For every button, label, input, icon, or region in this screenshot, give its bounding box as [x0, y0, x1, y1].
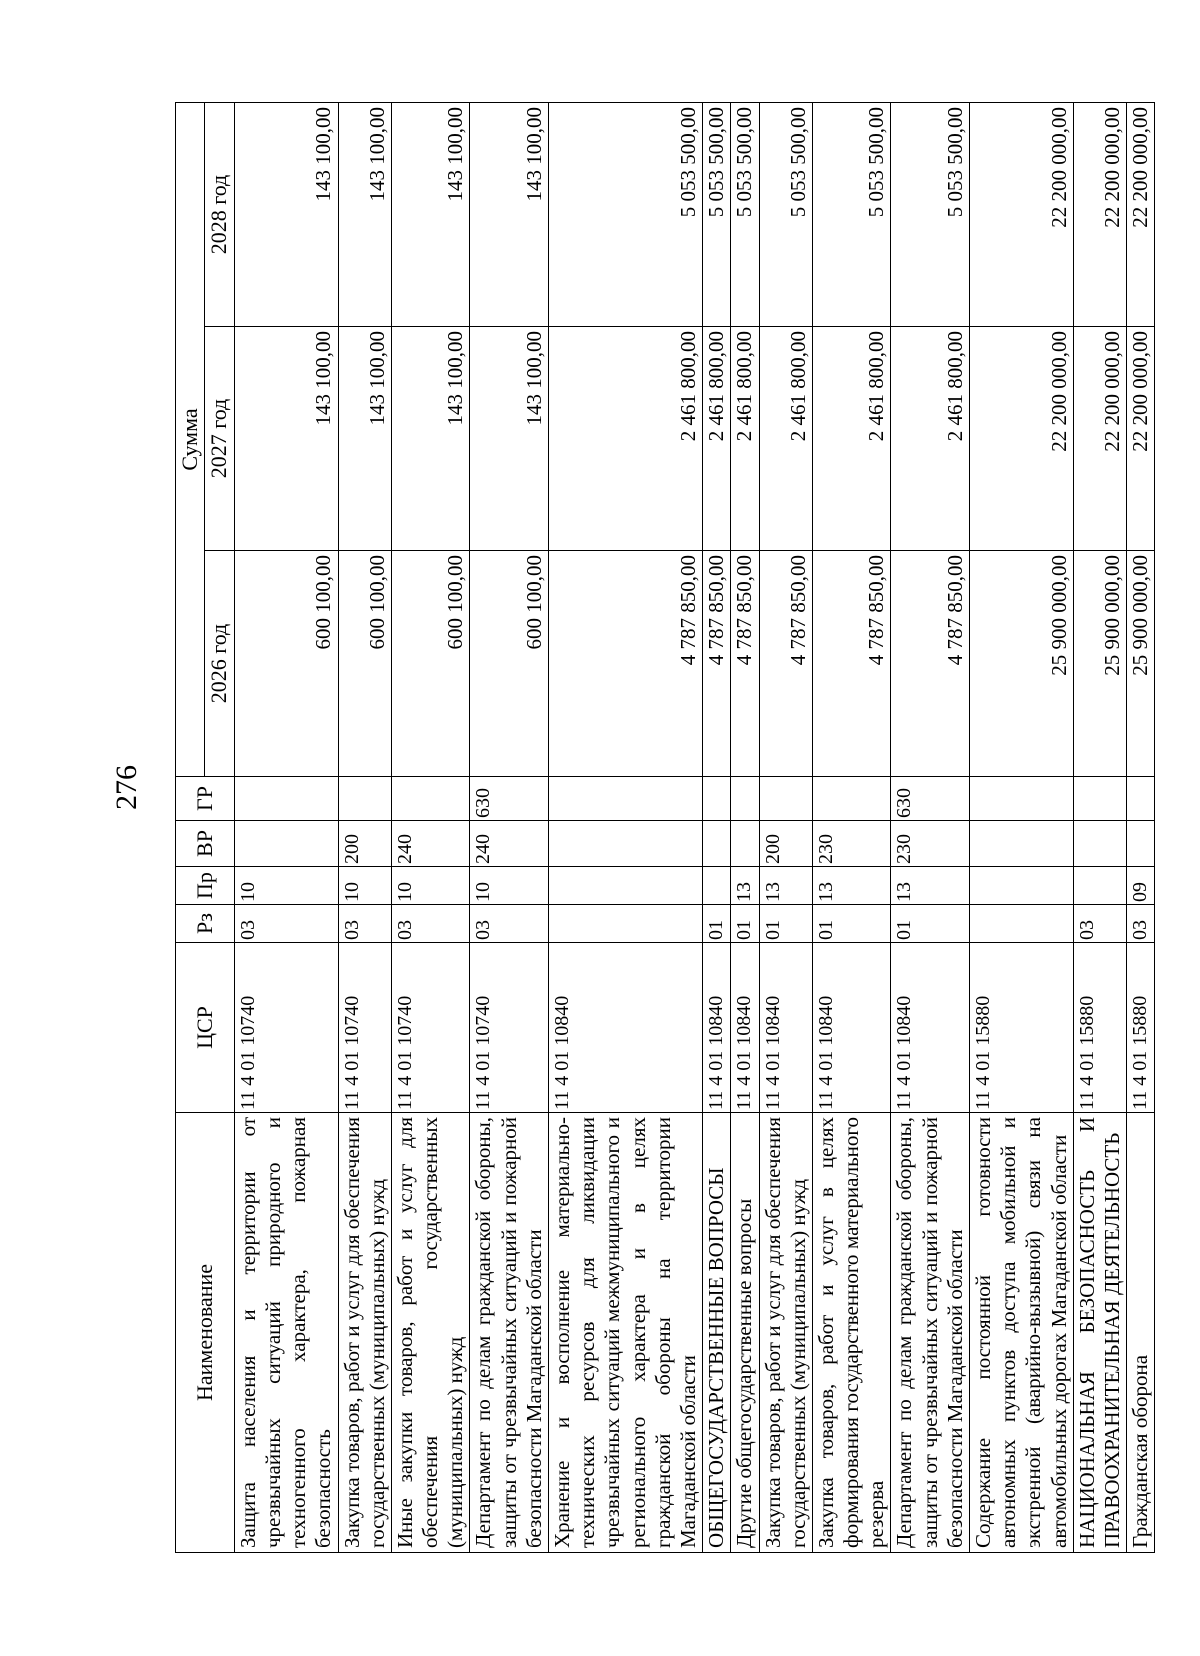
table-row — [234, 103, 338, 1553]
cell-pr — [970, 867, 1074, 905]
header-year-2026: 2026 год — [205, 551, 234, 777]
cell-2026: 600 100,00 — [338, 551, 391, 777]
cell-vr — [703, 821, 731, 867]
cell-rz: 01 — [731, 905, 759, 943]
table-row — [470, 103, 549, 1553]
cell-name: Хранение и восполнение материально-технических ресурсов для ликвидации чрезвычайных ситуаций межмуниципального и регионального характера и в целях гражданской обороны на территории Магаданской области — [549, 1113, 703, 1553]
table-row — [731, 103, 759, 1553]
cell-2027: 2 461 800,00 — [549, 327, 703, 551]
cell-2027: 22 200 000,00 — [1127, 327, 1155, 551]
cell-rz: 01 — [812, 905, 891, 943]
cell-2026: 4 787 850,00 — [812, 551, 891, 777]
cell-rz — [549, 905, 703, 943]
cell-gr — [1073, 777, 1126, 821]
cell-2026: 4 787 850,00 — [703, 551, 731, 777]
table-row — [1127, 103, 1155, 1553]
cell-pr: 10 — [470, 867, 549, 905]
cell-vr — [549, 821, 703, 867]
cell-rz: 01 — [703, 905, 731, 943]
header-row-1 — [176, 103, 205, 1553]
cell-2028: 22 200 000,00 — [970, 103, 1074, 327]
cell-csr: 11 4 01 15880 — [970, 943, 1074, 1113]
cell-name: Закупка товаров, работ и услуг для обеспечения государственных (муниципальных) нужд — [338, 1113, 391, 1553]
cell-vr — [1073, 821, 1126, 867]
rotated-table-container — [175, 103, 1153, 1553]
table-row — [970, 103, 1074, 1553]
cell-vr: 240 — [470, 821, 549, 867]
cell-rz: 03 — [338, 905, 391, 943]
cell-2028: 143 100,00 — [234, 103, 338, 327]
cell-csr: 11 4 01 10740 — [338, 943, 391, 1113]
cell-rz: 01 — [759, 905, 812, 943]
cell-name: ОБЩЕГОСУДАРСТВЕННЫЕ ВОПРОСЫ — [703, 1113, 731, 1553]
cell-pr — [703, 867, 731, 905]
header-name: Наименование — [176, 1113, 235, 1553]
header-csr: ЦСР — [176, 943, 235, 1113]
cell-gr — [234, 777, 338, 821]
cell-gr — [703, 777, 731, 821]
cell-2027: 2 461 800,00 — [891, 327, 970, 551]
cell-2026: 600 100,00 — [470, 551, 549, 777]
budget-table — [175, 102, 1155, 1553]
cell-gr — [549, 777, 703, 821]
header-year-2028: 2028 год — [205, 103, 234, 327]
cell-vr — [970, 821, 1074, 867]
cell-name: Иные закупки товаров, работ и услуг для обеспечения государственных (муниципальных) нужд — [391, 1113, 470, 1553]
cell-csr: 11 4 01 10840 — [891, 943, 970, 1113]
cell-rz: 01 — [891, 905, 970, 943]
cell-pr: 10 — [338, 867, 391, 905]
header-year-2027: 2027 год — [205, 327, 234, 551]
cell-gr — [812, 777, 891, 821]
cell-pr: 10 — [391, 867, 470, 905]
cell-csr: 11 4 01 10740 — [234, 943, 338, 1113]
cell-csr: 11 4 01 10840 — [731, 943, 759, 1113]
cell-2027: 2 461 800,00 — [703, 327, 731, 551]
cell-rz: 03 — [391, 905, 470, 943]
cell-csr: 11 4 01 10840 — [549, 943, 703, 1113]
cell-2027: 143 100,00 — [338, 327, 391, 551]
cell-2026: 25 900 000,00 — [1073, 551, 1126, 777]
cell-pr: 09 — [1127, 867, 1155, 905]
cell-name: Закупка товаров, работ и услуг в целях формирования государственного материального резерва — [812, 1113, 891, 1553]
cell-csr: 11 4 01 10740 — [391, 943, 470, 1113]
table-row — [338, 103, 391, 1553]
page-number: 276 — [110, 765, 143, 810]
cell-2026: 4 787 850,00 — [549, 551, 703, 777]
cell-pr — [1073, 867, 1126, 905]
cell-2027: 2 461 800,00 — [731, 327, 759, 551]
cell-name: Защита населения и территории от чрезвычайных ситуаций природного и техногенного характера, пожарная безопасность — [234, 1113, 338, 1553]
cell-2028: 143 100,00 — [391, 103, 470, 327]
cell-2028: 5 053 500,00 — [549, 103, 703, 327]
cell-name: Департамент по делам гражданской обороны, защиты от чрезвычайных ситуаций и пожарной безопасности Магаданской области — [470, 1113, 549, 1553]
cell-2028: 143 100,00 — [470, 103, 549, 327]
cell-rz: 03 — [470, 905, 549, 943]
cell-rz: 03 — [1127, 905, 1155, 943]
cell-2028: 5 053 500,00 — [731, 103, 759, 327]
cell-gr — [759, 777, 812, 821]
cell-2027: 22 200 000,00 — [1073, 327, 1126, 551]
cell-csr: 11 4 01 15880 — [1127, 943, 1155, 1113]
cell-gr: 630 — [470, 777, 549, 821]
cell-2026: 600 100,00 — [391, 551, 470, 777]
cell-2027: 2 461 800,00 — [759, 327, 812, 551]
cell-gr — [338, 777, 391, 821]
cell-2028: 5 053 500,00 — [703, 103, 731, 327]
cell-2027: 143 100,00 — [234, 327, 338, 551]
cell-2026: 4 787 850,00 — [759, 551, 812, 777]
cell-name: Гражданская оборона — [1127, 1113, 1155, 1553]
cell-2027: 22 200 000,00 — [970, 327, 1074, 551]
table-row — [1073, 103, 1126, 1553]
header-sum: Сумма — [176, 103, 205, 777]
table-row — [812, 103, 891, 1553]
cell-2026: 25 900 000,00 — [1127, 551, 1155, 777]
cell-rz: 03 — [1073, 905, 1126, 943]
cell-pr: 13 — [759, 867, 812, 905]
cell-csr: 11 4 01 10740 — [470, 943, 549, 1113]
cell-vr: 200 — [338, 821, 391, 867]
cell-2026: 25 900 000,00 — [970, 551, 1074, 777]
table-row — [391, 103, 470, 1553]
cell-2027: 143 100,00 — [391, 327, 470, 551]
cell-2028: 22 200 000,00 — [1073, 103, 1126, 327]
cell-name: Департамент по делам гражданской обороны, защиты от чрезвычайных ситуаций и пожарной безопасности Магаданской области — [891, 1113, 970, 1553]
cell-pr: 13 — [891, 867, 970, 905]
header-pr: Пр — [176, 867, 235, 905]
cell-vr — [731, 821, 759, 867]
cell-2027: 143 100,00 — [470, 327, 549, 551]
cell-2028: 5 053 500,00 — [759, 103, 812, 327]
cell-2026: 4 787 850,00 — [731, 551, 759, 777]
cell-vr — [1127, 821, 1155, 867]
cell-gr: 630 — [891, 777, 970, 821]
table-row — [703, 103, 731, 1553]
cell-2026: 600 100,00 — [234, 551, 338, 777]
table-row — [759, 103, 812, 1553]
cell-pr — [549, 867, 703, 905]
header-vr: ВР — [176, 821, 235, 867]
cell-pr: 10 — [234, 867, 338, 905]
cell-2028: 5 053 500,00 — [812, 103, 891, 327]
cell-vr: 200 — [759, 821, 812, 867]
cell-pr: 13 — [812, 867, 891, 905]
cell-gr — [970, 777, 1074, 821]
table-body — [234, 103, 1155, 1553]
cell-2026: 4 787 850,00 — [891, 551, 970, 777]
cell-gr — [731, 777, 759, 821]
cell-name: НАЦИОНАЛЬНАЯ БЕЗОПАСНОСТЬ И ПРАВООХРАНИТЕЛЬНАЯ ДЕЯТЕЛЬНОСТЬ — [1073, 1113, 1126, 1553]
cell-2028: 143 100,00 — [338, 103, 391, 327]
header-gr: ГР — [176, 777, 235, 821]
cell-csr: 11 4 01 10840 — [703, 943, 731, 1113]
cell-csr: 11 4 01 15880 — [1073, 943, 1126, 1113]
cell-rz — [970, 905, 1074, 943]
cell-vr: 240 — [391, 821, 470, 867]
cell-vr: 230 — [812, 821, 891, 867]
cell-name: Другие общегосударственные вопросы — [731, 1113, 759, 1553]
table-row — [549, 103, 703, 1553]
cell-pr: 13 — [731, 867, 759, 905]
cell-vr: 230 — [891, 821, 970, 867]
cell-name: Закупка товаров, работ и услуг для обеспечения государственных (муниципальных) нужд — [759, 1113, 812, 1553]
cell-2027: 2 461 800,00 — [812, 327, 891, 551]
cell-gr — [391, 777, 470, 821]
cell-vr — [234, 821, 338, 867]
cell-csr: 11 4 01 10840 — [812, 943, 891, 1113]
cell-csr: 11 4 01 10840 — [759, 943, 812, 1113]
header-rz: Рз — [176, 905, 235, 943]
cell-name: Содержание постоянной готовности автономных пунктов доступа мобильной и экстренной (аварийно-вызывной) связи на автомобильных дорогах Магаданской области — [970, 1113, 1074, 1553]
cell-rz: 03 — [234, 905, 338, 943]
cell-2028: 22 200 000,00 — [1127, 103, 1155, 327]
cell-2028: 5 053 500,00 — [891, 103, 970, 327]
table-row — [891, 103, 970, 1553]
cell-gr — [1127, 777, 1155, 821]
